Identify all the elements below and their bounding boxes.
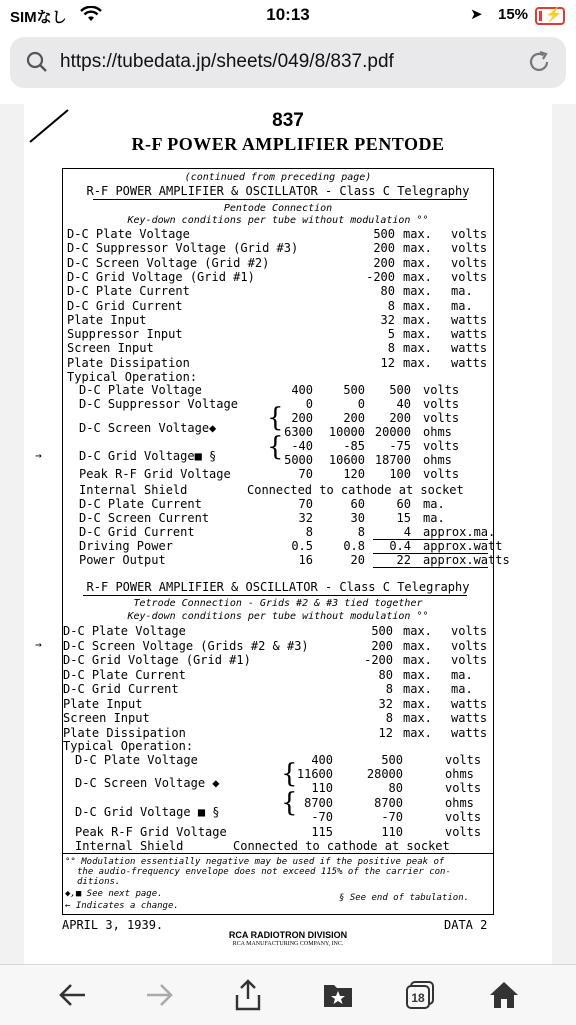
typical-value: 8 [305,525,313,539]
typical-value: 500 [381,753,403,767]
reload-icon[interactable] [526,49,552,80]
rating-value: 80 [378,667,393,682]
rating-value: 8 [387,341,395,356]
brace: { [281,788,298,818]
typical-unit: volts [445,753,482,767]
typical-value: 15 [396,511,411,525]
typical-unit: approx.ma. [423,525,496,539]
typical-unit: volts [445,810,482,824]
rating-value: 12 [378,725,393,740]
rating-unit: watts [451,355,488,370]
typical-value: 70 [298,467,313,481]
brace: { [281,759,298,789]
battery-icon: ⚡ [535,7,565,25]
rating-unit: ma. [451,667,473,682]
address-bar[interactable] [10,37,566,88]
footnote-see-end: § See end of tabulation. [339,893,470,903]
section1-heading: R-F POWER AMPLIFIER & OSCILLATOR - Class C Telegraphy [86,184,470,198]
rating-label: Suppressor Input [67,327,183,342]
footnote-modulation-2: the audio-frequency envelope does not exceed 115% of the carrier con- [77,867,451,877]
division-name: RCA RADIOTRON DIVISION [228,930,348,940]
rating-qualifier: max. [403,653,432,667]
typical-value: 16 [298,553,313,567]
pdf-page [24,104,552,964]
share-icon[interactable] [228,975,268,1015]
rating-value: 500 [371,624,393,638]
typical-value: 115 [311,825,333,839]
rating-unit: watts [451,341,488,356]
section2-shield-label: Internal Shield [75,839,184,853]
divider [63,853,493,854]
datasheet [24,104,552,964]
rating-value: 200 [371,638,393,653]
rating-label: D-C Grid Voltage (Grid #1) [63,653,251,667]
typical-unit: ohms [445,767,474,781]
typical-value: 20 [350,553,365,567]
typical-value: 0 [305,397,313,411]
rating-qualifier: max. [403,241,432,256]
typical-label: D-C Grid Current [79,525,195,539]
typical-unit: ohms [445,796,474,810]
change-arrow-icon: → [35,449,42,462]
rating-value: 8 [385,682,393,696]
typical-label: Driving Power [79,539,173,553]
data-table [35,168,510,915]
typical-value: 0.4 [389,539,411,553]
battery-percent: 15% [498,6,529,23]
rating-qualifier: max. [403,667,432,682]
tabs-button[interactable] [400,975,440,1015]
typical-value: 400 [311,753,333,767]
rating-value: 200 [373,241,395,256]
typical-value: 22 [396,553,411,567]
rating-qualifier: max. [403,696,432,711]
rating-qualifier: max. [403,284,432,299]
status-bar [0,0,576,32]
rating-qualifier: max. [403,327,432,342]
typical-value: 120 [343,467,365,481]
divider [83,595,467,596]
rating-label: D-C Screen Voltage (Grid #2) [67,255,270,270]
rating-label: D-C Grid Voltage (Grid #1) [67,269,255,284]
typical-label: D-C Screen Current [79,511,210,525]
rating-unit: volts [451,269,488,284]
typical-label: D-C Suppressor Voltage [79,397,238,411]
typical-value: 28000 [366,767,403,781]
typical-value: 400 [291,383,313,397]
rating-label: Screen Input [63,711,150,725]
section2-typical-label: Typical Operation: [63,739,194,753]
bookmarks-icon[interactable] [318,975,358,1015]
page-title: R-F POWER AMPLIFIER PENTODE [131,134,445,154]
rating-unit: volts [451,638,488,653]
typical-value: 10000 [328,425,365,439]
rating-value: 80 [380,284,395,299]
pdf-viewer[interactable] [0,104,576,964]
typical-label: D-C Plate Voltage [75,753,198,767]
typical-value: 500 [389,383,411,397]
rating-label: Screen Input [67,341,154,356]
rating-label: Plate Dissipation [63,725,186,740]
section1-shield-label: Internal Shield [79,483,188,497]
typical-value: 0.8 [343,539,365,553]
typical-value: 80 [388,781,403,795]
rating-unit: watts [451,312,488,327]
typical-value: 8 [357,525,365,539]
rating-value: 12 [380,355,395,370]
change-arrow-icon: → [35,638,42,651]
rating-value: 8 [387,298,395,313]
rating-unit: watts [451,725,488,740]
typical-unit: volts [423,439,460,453]
typical-value: -70 [311,810,333,824]
rating-label: D-C Plate Current [67,284,190,299]
typical-value: 8700 [304,796,333,810]
typical-value: 10600 [328,453,365,467]
typical-value: 18700 [374,453,411,467]
clock: 10:13 [266,5,310,24]
rating-qualifier: max. [403,355,432,370]
rating-unit: ma. [451,298,473,313]
brace: { [267,403,284,433]
bottom-toolbar [0,964,576,1025]
rating-unit: volts [451,241,488,256]
typical-value: 100 [389,467,411,481]
typical-unit: volts [423,411,460,425]
typical-value: 200 [291,411,313,425]
continued-note: (continued from preceding page) [184,172,372,183]
typical-value: 11600 [296,767,333,781]
typical-value: -40 [291,439,313,453]
rating-value: 32 [380,312,395,327]
divider [373,539,488,540]
divider [93,199,467,200]
footnote-modulation-1: °° Modulation essentially negative may be used if the positive peak of [65,857,445,867]
typical-value: 0.5 [291,539,313,553]
footnote-modulation-3: ditions. [77,877,121,887]
rating-qualifier: max. [403,312,432,327]
typical-value: 200 [389,411,411,425]
section2-grid-label: D-C Grid Voltage ■ § [75,805,220,819]
rating-label: Plate Input [63,696,143,711]
rating-qualifier: max. [403,624,432,638]
typical-value: -70 [381,810,403,824]
rating-qualifier: max. [403,725,432,740]
section2-heading: R-F POWER AMPLIFIER & OSCILLATOR - Class C Telegraphy [86,580,470,594]
typical-label: Power Output [79,553,166,567]
rating-unit: volts [451,255,488,270]
typical-value: 6300 [284,425,313,439]
typical-value: 0 [357,397,365,411]
section2-shield-value: Connected to cathode at socket [233,839,450,853]
typical-unit: ohms [423,425,452,439]
rating-unit: ma. [451,682,473,696]
typical-value: 70 [298,497,313,511]
section2-keydown: Key-down conditions per tube without modulation °° [127,611,429,622]
rating-label: D-C Screen Voltage (Grids #2 & #3) [63,638,309,653]
brace: { [267,432,284,462]
section1-grid-label: D-C Grid Voltage■ § [79,449,217,463]
divider [373,553,488,554]
typical-unit: volts [445,781,482,795]
typical-value: 40 [396,397,411,411]
rating-unit: volts [451,227,488,241]
rating-label: D-C Grid Current [67,298,183,313]
typical-unit: volts [423,397,460,411]
tabs-count: 18 [411,991,425,1005]
rating-unit: watts [451,696,488,711]
rating-label: D-C Grid Current [63,682,179,696]
typical-value: 110 [311,781,333,795]
section1-screen-label: D-C Screen Voltage◆ [79,421,217,435]
section1-typical-label: Typical Operation: [67,370,198,384]
typical-value: 8700 [374,796,403,810]
typical-unit: ohms [423,453,452,467]
rating-label: D-C Plate Voltage [63,624,186,638]
section1-connection: Pentode Connection [223,203,333,214]
typical-value: 32 [298,511,313,525]
typical-unit: approx.watt [423,539,503,553]
rating-qualifier: max. [403,341,432,356]
tube-number: 837 [272,110,304,131]
rating-unit: ma. [451,284,473,299]
footnote-change: ← Indicates a change. [65,901,179,911]
typical-label: D-C Plate Voltage [79,383,202,397]
rating-qualifier: max. [403,711,432,725]
rating-unit: volts [451,653,488,667]
typical-label: Peak R-F Grid Voltage [79,467,231,481]
footnote-see-next: ◆,■ See next page. [65,889,163,899]
location-icon: ➤ [470,6,483,23]
rating-value: 200 [373,255,395,270]
data-page: DATA 2 [444,918,488,932]
rating-value: 500 [373,227,395,241]
section2-screen-label: D-C Screen Voltage ◆ [75,776,220,790]
typical-unit: volts [445,825,482,839]
typical-value: 60 [350,497,365,511]
section1-shield-value: Connected to cathode at socket [247,483,464,497]
rating-value: -200 [366,269,395,284]
rating-label: Plate Input [67,312,147,327]
rating-value: 32 [378,696,393,711]
rating-qualifier: max. [403,227,432,241]
date: APRIL 3, 1939. [62,918,164,932]
rating-value: -200 [364,653,393,667]
rating-unit: watts [451,327,488,342]
typical-unit: ma. [423,511,445,525]
typical-label: D-C Plate Current [79,497,202,511]
carrier-label: SIMなし [10,9,67,26]
section1-keydown: Key-down conditions per tube without modulation °° [127,215,429,226]
rating-qualifier: max. [403,682,432,696]
typical-unit: approx.watts [423,553,510,567]
rating-qualifier: max. [403,638,432,653]
rating-label: Plate Dissipation [67,355,190,370]
typical-value: 200 [343,411,365,425]
typical-value: 60 [396,497,411,511]
rating-value: 5 [387,327,395,342]
rating-label: D-C Plate Current [63,667,186,682]
rating-label: D-C Suppressor Voltage (Grid #3) [67,241,299,256]
rating-unit: volts [451,624,488,638]
home-icon[interactable] [484,975,524,1015]
back-icon[interactable] [52,975,92,1015]
typical-value: 110 [381,825,403,839]
typical-value: 5000 [284,453,313,467]
typical-value: 20000 [374,425,411,439]
typical-value: -75 [389,439,411,453]
typical-label: Peak R-F Grid Voltage [75,825,227,839]
divider [373,567,488,568]
typical-unit: volts [423,467,460,481]
typical-unit: volts [423,383,460,397]
forward-icon[interactable] [140,975,180,1015]
rating-qualifier: max. [403,298,432,313]
company-name: RCA MANUFACTURING COMPANY, INC. [232,941,344,947]
typical-value: -85 [343,439,365,453]
typical-value: 500 [343,383,365,397]
typical-unit: ma. [423,497,445,511]
rating-value: 8 [385,711,393,725]
section2-connection: Tetrode Connection - Grids #2 & #3 tied together [133,598,423,609]
rating-unit: watts [451,711,488,725]
typical-value: 30 [350,511,365,525]
url-text[interactable]: https://tubedata.jp/sheets/049/8/837.pdf [60,51,394,72]
rating-qualifier: max. [403,269,432,284]
rating-qualifier: max. [403,255,432,270]
typical-value: 4 [403,525,411,539]
rating-label: D-C Plate Voltage [67,227,190,241]
search-icon [26,51,48,78]
